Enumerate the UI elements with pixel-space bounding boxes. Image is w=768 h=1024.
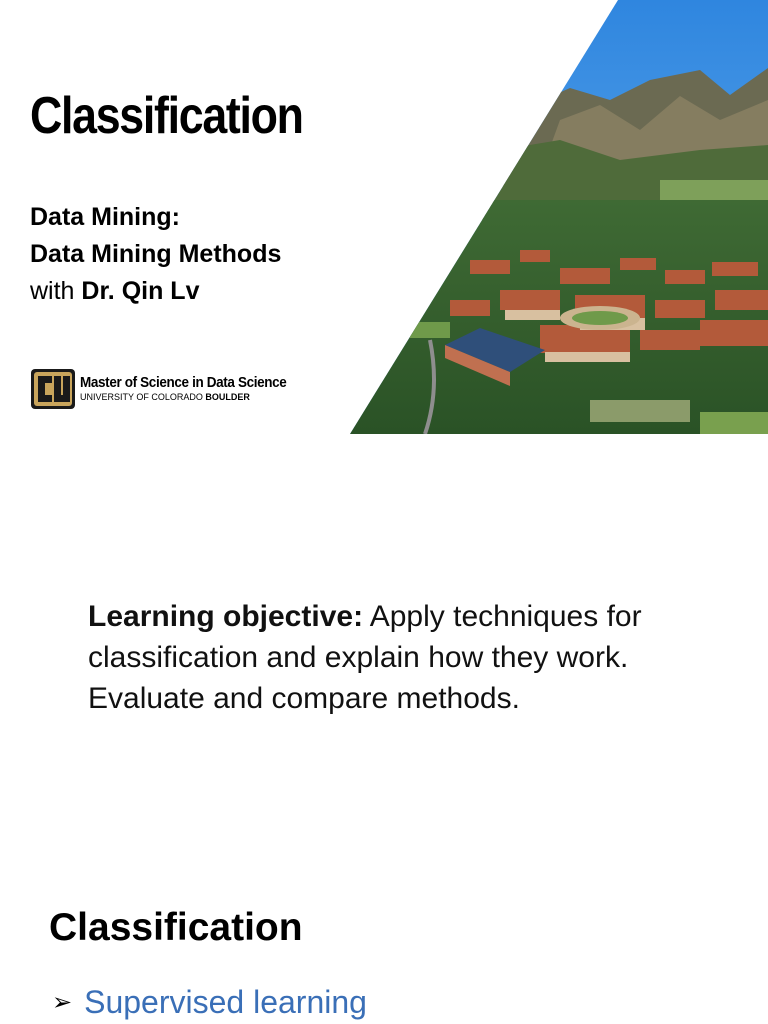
objective-text: Apply techniques for classification and explain how they work. Evaluate and compare methods.: [88, 600, 642, 715]
section-title: Classification: [49, 906, 303, 949]
university-name: [80, 392, 250, 402]
cu-logo-icon: [30, 366, 76, 412]
bullet-item: [52, 984, 367, 1021]
bullet-link-supervised-learning[interactable]: Supervised learning: [84, 984, 367, 1020]
title-slide: [0, 0, 768, 434]
with-prefix: with: [30, 277, 82, 305]
program-name: Master of Science in Data Science: [80, 374, 287, 391]
slide-title: Classification: [30, 87, 303, 145]
course-name: Data Mining:: [30, 203, 180, 231]
instructor-name: Dr. Qin Lv: [81, 277, 200, 305]
objective-label: Learning objective:: [88, 600, 364, 633]
university-campus: BOULDER: [205, 392, 250, 402]
arrow-bullet-icon: ➢: [52, 989, 73, 1016]
instructor-line: [30, 277, 200, 306]
university-prefix: UNIVERSITY OF COLORADO: [80, 392, 206, 402]
learning-objective: [88, 596, 708, 719]
cu-boulder-logo: [30, 366, 290, 414]
course-subtitle: Data Mining Methods: [30, 240, 282, 268]
